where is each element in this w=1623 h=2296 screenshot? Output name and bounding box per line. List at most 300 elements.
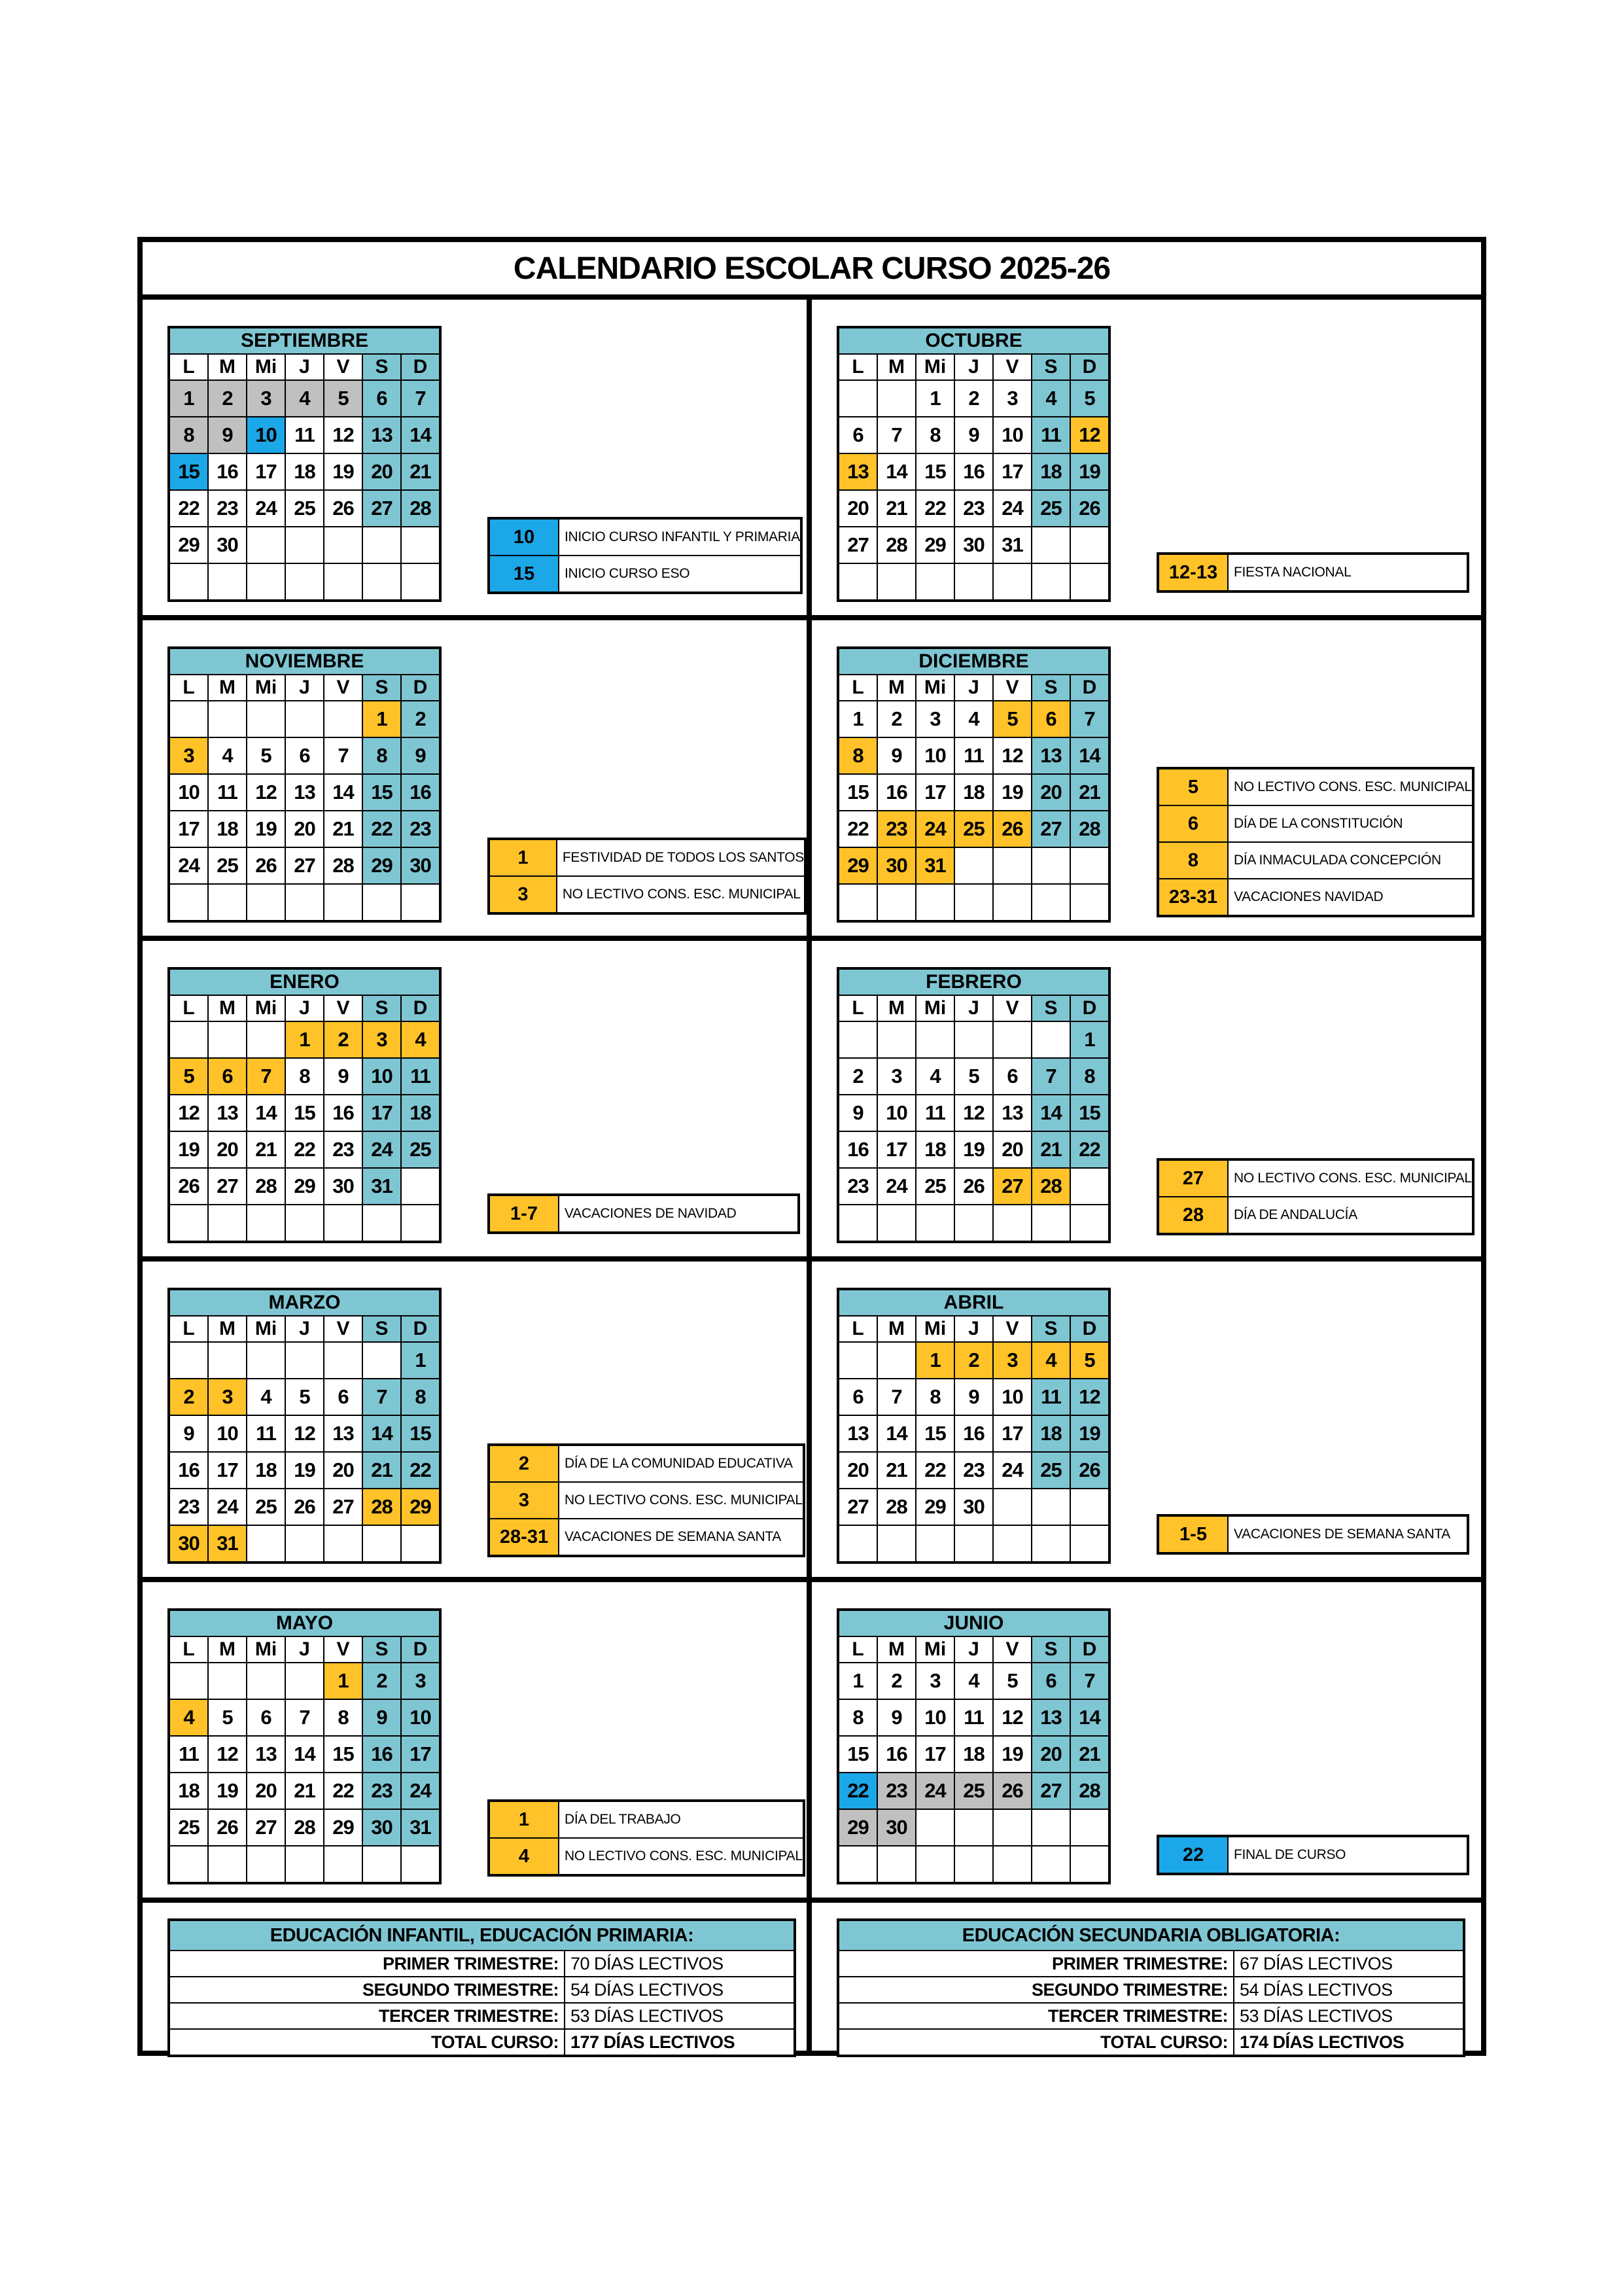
- day-cell: 25: [247, 1489, 285, 1525]
- summary-label-cell: TERCER TRIMESTRE:: [169, 2003, 565, 2029]
- day-cell: 7: [1070, 701, 1109, 737]
- day-cell: 13: [1032, 1699, 1070, 1736]
- day-cell: 10: [993, 1379, 1032, 1415]
- weekday-header-cell: M: [877, 675, 916, 701]
- day-cell: 24: [993, 490, 1032, 527]
- day-cell: 7: [247, 1058, 285, 1095]
- empty-day-cell: [954, 1021, 993, 1058]
- week-row: [838, 1736, 1109, 1773]
- day-cell: 24: [362, 1131, 401, 1168]
- legend-text-cell: FESTIVIDAD DE TODOS LOS SANTOS: [557, 839, 805, 876]
- weekday-header-cell: V: [993, 995, 1032, 1021]
- section-row4-left: [143, 1262, 807, 1582]
- week-row: [169, 527, 440, 563]
- day-cell: 7: [401, 380, 440, 417]
- empty-day-cell: [401, 1525, 440, 1563]
- weekday-header-cell: D: [1070, 995, 1109, 1021]
- day-cell: 11: [169, 1736, 208, 1773]
- week-row: [169, 1699, 440, 1736]
- day-cell: 21: [1032, 1131, 1070, 1168]
- legend-key-cell: 22: [1158, 1836, 1228, 1874]
- day-cell: 15: [838, 1736, 877, 1773]
- week-row: [169, 1525, 440, 1563]
- day-cell: 25: [285, 490, 324, 527]
- empty-day-cell: [401, 1168, 440, 1205]
- day-cell: 27: [838, 527, 877, 563]
- week-row: [838, 847, 1109, 884]
- day-cell: 3: [993, 1342, 1032, 1379]
- week-row: [838, 1131, 1109, 1168]
- empty-day-cell: [993, 1489, 1032, 1525]
- day-cell: 11: [208, 774, 247, 811]
- legend-key-cell: 2: [489, 1445, 559, 1482]
- legend-item: [1158, 1159, 1473, 1197]
- empty-day-cell: [169, 1342, 208, 1379]
- day-cell: 20: [838, 490, 877, 527]
- month-table-septiembre: [167, 326, 442, 602]
- week-row: [838, 527, 1109, 563]
- empty-day-cell: [285, 701, 324, 737]
- weekday-header-cell: Mi: [247, 675, 285, 701]
- day-cell: 17: [877, 1131, 916, 1168]
- day-cell: 26: [954, 1168, 993, 1205]
- day-cell: 25: [916, 1168, 954, 1205]
- day-cell: 11: [916, 1095, 954, 1131]
- month-title-row: [169, 1610, 440, 1636]
- empty-day-cell: [208, 1663, 247, 1699]
- summary-row: [169, 2003, 795, 2029]
- day-cell: 15: [916, 453, 954, 490]
- day-cell: 21: [362, 1452, 401, 1489]
- day-cell: 14: [877, 453, 916, 490]
- legend-item: [489, 839, 805, 876]
- legend-text-cell: NO LECTIVO CONS. ESC. MUNICIPAL: [559, 1838, 804, 1875]
- weekday-header-cell: L: [838, 1316, 877, 1342]
- day-cell: 5: [1070, 380, 1109, 417]
- weekday-header-cell: Mi: [247, 1636, 285, 1663]
- summary-row: [838, 1977, 1464, 2003]
- weekday-header-cell: Mi: [247, 995, 285, 1021]
- week-row: [169, 1379, 440, 1415]
- week-row: [838, 1489, 1109, 1525]
- month-title-row: [838, 968, 1109, 995]
- day-cell: 13: [324, 1415, 362, 1452]
- empty-day-cell: [838, 884, 877, 921]
- day-cell: 28: [362, 1489, 401, 1525]
- day-cell: 28: [1032, 1168, 1070, 1205]
- week-row: [169, 1168, 440, 1205]
- day-cell: 12: [993, 737, 1032, 774]
- day-cell: 19: [285, 1452, 324, 1489]
- day-cell: 17: [993, 1415, 1032, 1452]
- summary-label-cell: SEGUNDO TRIMESTRE:: [169, 1977, 565, 2003]
- day-cell: 30: [362, 1809, 401, 1846]
- legend-text-cell: VACACIONES DE SEMANA SANTA: [559, 1519, 804, 1556]
- legend-text-cell: INICIO CURSO INFANTIL Y PRIMARIA: [559, 518, 801, 556]
- summary-label-cell: TOTAL CURSO:: [169, 2029, 565, 2056]
- day-cell: 20: [208, 1131, 247, 1168]
- week-row: [838, 453, 1109, 490]
- weekday-header-cell: D: [1070, 675, 1109, 701]
- empty-day-cell: [285, 1663, 324, 1699]
- day-cell: 26: [285, 1489, 324, 1525]
- day-cell: 5: [993, 701, 1032, 737]
- empty-day-cell: [838, 563, 877, 601]
- day-cell: 6: [993, 1058, 1032, 1095]
- day-cell: 28: [877, 527, 916, 563]
- day-cell: 2: [324, 1021, 362, 1058]
- empty-day-cell: [247, 563, 285, 601]
- day-cell: 5: [169, 1058, 208, 1095]
- day-cell: 18: [916, 1131, 954, 1168]
- legend-key-cell: 28-31: [489, 1519, 559, 1556]
- day-cell: 6: [247, 1699, 285, 1736]
- empty-day-cell: [916, 1809, 954, 1846]
- empty-day-cell: [169, 1021, 208, 1058]
- day-cell: 3: [877, 1058, 916, 1095]
- day-cell: 23: [208, 490, 247, 527]
- week-row: [838, 1168, 1109, 1205]
- week-row: [838, 490, 1109, 527]
- day-cell: 8: [169, 417, 208, 453]
- month-title-row: [169, 968, 440, 995]
- empty-day-cell: [954, 1809, 993, 1846]
- day-cell: 22: [401, 1452, 440, 1489]
- legend-text-cell: VACACIONES DE SEMANA SANTA: [1228, 1515, 1468, 1553]
- weekday-header-cell: J: [954, 675, 993, 701]
- empty-day-cell: [324, 1205, 362, 1242]
- day-cell: 22: [169, 490, 208, 527]
- empty-day-cell: [838, 1021, 877, 1058]
- day-cell: 30: [954, 527, 993, 563]
- empty-day-cell: [954, 1846, 993, 1883]
- empty-day-cell: [916, 1205, 954, 1242]
- empty-day-cell: [838, 1525, 877, 1563]
- empty-day-cell: [324, 1525, 362, 1563]
- empty-day-cell: [208, 884, 247, 921]
- week-row: [169, 701, 440, 737]
- empty-day-cell: [401, 1846, 440, 1883]
- day-cell: 16: [877, 1736, 916, 1773]
- day-cell: 4: [916, 1058, 954, 1095]
- day-cell: 25: [401, 1131, 440, 1168]
- weekday-header-cell: S: [362, 1316, 401, 1342]
- weekday-header-cell: L: [169, 995, 208, 1021]
- day-cell: 20: [838, 1452, 877, 1489]
- week-row: [169, 417, 440, 453]
- day-cell: 22: [916, 490, 954, 527]
- empty-day-cell: [169, 1846, 208, 1883]
- day-cell: 25: [954, 811, 993, 847]
- week-row: [169, 1846, 440, 1883]
- empty-day-cell: [916, 563, 954, 601]
- day-cell: 13: [208, 1095, 247, 1131]
- weekday-header-cell: Mi: [916, 675, 954, 701]
- day-cell: 20: [324, 1452, 362, 1489]
- day-cell: 14: [324, 774, 362, 811]
- day-cell: 26: [1070, 490, 1109, 527]
- month-title-row: [169, 648, 440, 675]
- day-cell: 11: [954, 737, 993, 774]
- day-cell: 12: [169, 1095, 208, 1131]
- week-row: [169, 1663, 440, 1699]
- day-cell: 16: [954, 453, 993, 490]
- day-cell: 5: [324, 380, 362, 417]
- weekday-header-cell: V: [324, 1316, 362, 1342]
- day-cell: 18: [401, 1095, 440, 1131]
- week-row: [169, 1021, 440, 1058]
- empty-day-cell: [1032, 1021, 1070, 1058]
- legend-text-cell: VACACIONES NAVIDAD: [1228, 879, 1473, 916]
- legend-text-cell: NO LECTIVO CONS. ESC. MUNICIPAL: [557, 876, 805, 913]
- empty-day-cell: [169, 701, 208, 737]
- legend-text-cell: INICIO CURSO ESO: [559, 556, 801, 593]
- summary-label-cell: PRIMER TRIMESTRE:: [838, 1951, 1234, 1977]
- day-cell: 2: [877, 1663, 916, 1699]
- empty-day-cell: [838, 1342, 877, 1379]
- legend-table-febrero: [1157, 1158, 1475, 1235]
- day-cell: 1: [838, 1663, 877, 1699]
- day-cell: 10: [362, 1058, 401, 1095]
- weekday-header-cell: Mi: [916, 995, 954, 1021]
- legend-key-cell: 3: [489, 1482, 559, 1519]
- week-row: [838, 380, 1109, 417]
- week-row: [838, 811, 1109, 847]
- legend-text-cell: DÍA DEL TRABAJO: [559, 1801, 804, 1838]
- empty-day-cell: [324, 563, 362, 601]
- day-cell: 22: [916, 1452, 954, 1489]
- day-cell: 19: [1070, 1415, 1109, 1452]
- day-cell: 16: [324, 1095, 362, 1131]
- empty-day-cell: [247, 1021, 285, 1058]
- weekday-header-cell: V: [324, 354, 362, 380]
- weekday-header-row: [838, 354, 1109, 380]
- day-cell: 6: [838, 417, 877, 453]
- empty-day-cell: [362, 563, 401, 601]
- empty-day-cell: [169, 563, 208, 601]
- weekday-header-row: [169, 675, 440, 701]
- day-cell: 4: [247, 1379, 285, 1415]
- weekday-header-cell: Mi: [916, 354, 954, 380]
- empty-day-cell: [208, 1021, 247, 1058]
- empty-day-cell: [285, 884, 324, 921]
- weekday-header-cell: S: [1032, 675, 1070, 701]
- empty-day-cell: [208, 563, 247, 601]
- day-cell: 19: [208, 1773, 247, 1809]
- day-cell: 30: [877, 847, 916, 884]
- legend-key-cell: 1: [489, 839, 557, 876]
- day-cell: 27: [247, 1809, 285, 1846]
- weekday-header-cell: J: [954, 354, 993, 380]
- day-cell: 6: [208, 1058, 247, 1095]
- day-cell: 21: [1070, 1736, 1109, 1773]
- empty-day-cell: [1070, 1205, 1109, 1242]
- empty-day-cell: [401, 884, 440, 921]
- summary-table-right: [837, 1918, 1465, 2057]
- day-cell: 24: [877, 1168, 916, 1205]
- day-cell: 19: [169, 1131, 208, 1168]
- empty-day-cell: [285, 1342, 324, 1379]
- day-cell: 3: [362, 1021, 401, 1058]
- day-cell: 14: [362, 1415, 401, 1452]
- day-cell: 7: [877, 417, 916, 453]
- day-cell: 25: [169, 1809, 208, 1846]
- day-cell: 11: [285, 417, 324, 453]
- day-cell: 29: [362, 847, 401, 884]
- day-cell: 5: [954, 1058, 993, 1095]
- day-cell: 27: [838, 1489, 877, 1525]
- empty-day-cell: [362, 884, 401, 921]
- empty-day-cell: [877, 380, 916, 417]
- day-cell: 19: [993, 774, 1032, 811]
- day-cell: 27: [324, 1489, 362, 1525]
- week-row: [838, 1663, 1109, 1699]
- day-cell: 20: [993, 1131, 1032, 1168]
- weekday-header-cell: M: [208, 354, 247, 380]
- weekday-header-row: [169, 1316, 440, 1342]
- day-cell: 5: [285, 1379, 324, 1415]
- week-row: [838, 1809, 1109, 1846]
- day-cell: 2: [877, 701, 916, 737]
- weekday-header-cell: Mi: [247, 1316, 285, 1342]
- legend-key-cell: 1-7: [489, 1195, 559, 1233]
- day-cell: 21: [324, 811, 362, 847]
- empty-day-cell: [993, 1205, 1032, 1242]
- day-cell: 29: [169, 527, 208, 563]
- day-cell: 6: [324, 1379, 362, 1415]
- legend-table-septiembre: [487, 517, 803, 594]
- legend-text-cell: FIESTA NACIONAL: [1228, 554, 1468, 592]
- day-cell: 21: [401, 453, 440, 490]
- week-row: [838, 1021, 1109, 1058]
- empty-day-cell: [169, 1205, 208, 1242]
- empty-day-cell: [401, 527, 440, 563]
- week-row: [838, 1773, 1109, 1809]
- weekday-header-cell: D: [401, 354, 440, 380]
- day-cell: 19: [1070, 453, 1109, 490]
- weekday-header-cell: S: [362, 354, 401, 380]
- empty-day-cell: [1032, 1809, 1070, 1846]
- legend-key-cell: 4: [489, 1838, 559, 1875]
- month-title: ABRIL: [838, 1289, 1109, 1316]
- day-cell: 28: [1070, 1773, 1109, 1809]
- weekday-header-cell: L: [838, 354, 877, 380]
- month-table-junio: [837, 1608, 1111, 1884]
- legend-key-cell: 5: [1158, 768, 1228, 805]
- empty-day-cell: [1070, 1168, 1109, 1205]
- day-cell: 28: [247, 1168, 285, 1205]
- day-cell: 13: [247, 1736, 285, 1773]
- section-row3-left: [143, 941, 807, 1262]
- summary-value-cell: 53 DÍAS LECTIVOS: [565, 2003, 795, 2029]
- legend-table-noviembre: [487, 838, 807, 915]
- day-cell: 15: [401, 1415, 440, 1452]
- weekday-header-cell: Mi: [916, 1316, 954, 1342]
- day-cell: 2: [954, 1342, 993, 1379]
- day-cell: 18: [954, 1736, 993, 1773]
- day-cell: 12: [954, 1095, 993, 1131]
- day-cell: 19: [324, 453, 362, 490]
- week-row: [838, 1415, 1109, 1452]
- weekday-header-cell: S: [1032, 1316, 1070, 1342]
- month-title-row: [838, 1289, 1109, 1316]
- day-cell: 8: [838, 1699, 877, 1736]
- day-cell: 31: [362, 1168, 401, 1205]
- empty-day-cell: [362, 527, 401, 563]
- summary-row: [838, 2029, 1464, 2056]
- document-frame: [137, 237, 1486, 2056]
- day-cell: 24: [208, 1489, 247, 1525]
- legend-key-cell: 15: [489, 556, 559, 593]
- empty-day-cell: [1070, 1525, 1109, 1563]
- empty-day-cell: [954, 563, 993, 601]
- weekday-header-cell: M: [208, 1636, 247, 1663]
- section-row5-right: [812, 1582, 1481, 1903]
- day-cell: 23: [362, 1773, 401, 1809]
- legend-key-cell: 1-5: [1158, 1515, 1228, 1553]
- day-cell: 2: [838, 1058, 877, 1095]
- day-cell: 22: [362, 811, 401, 847]
- summary-label-cell: TOTAL CURSO:: [838, 2029, 1234, 2056]
- day-cell: 5: [993, 1663, 1032, 1699]
- weekday-header-cell: L: [169, 1316, 208, 1342]
- day-cell: 22: [285, 1131, 324, 1168]
- week-row: [838, 563, 1109, 601]
- day-cell: 17: [362, 1095, 401, 1131]
- empty-day-cell: [1070, 1489, 1109, 1525]
- day-cell: 11: [247, 1415, 285, 1452]
- day-cell: 26: [993, 1773, 1032, 1809]
- legend-key-cell: 23-31: [1158, 879, 1228, 916]
- day-cell: 11: [1032, 417, 1070, 453]
- weekday-header-row: [838, 1636, 1109, 1663]
- empty-day-cell: [877, 1021, 916, 1058]
- weekday-header-cell: D: [401, 995, 440, 1021]
- empty-day-cell: [1070, 563, 1109, 601]
- day-cell: 26: [208, 1809, 247, 1846]
- day-cell: 30: [877, 1809, 916, 1846]
- day-cell: 14: [1032, 1095, 1070, 1131]
- day-cell: 20: [285, 811, 324, 847]
- weekday-header-cell: V: [993, 675, 1032, 701]
- week-row: [169, 1058, 440, 1095]
- day-cell: 10: [877, 1095, 916, 1131]
- week-row: [169, 1452, 440, 1489]
- weekday-header-cell: V: [324, 1636, 362, 1663]
- month-title: DICIEMBRE: [838, 648, 1109, 675]
- day-cell: 8: [401, 1379, 440, 1415]
- legend-item: [489, 876, 805, 913]
- right-column: [812, 300, 1481, 2051]
- month-table-noviembre: [167, 646, 442, 923]
- empty-day-cell: [285, 527, 324, 563]
- day-cell: 8: [1070, 1058, 1109, 1095]
- legend-text-cell: NO LECTIVO CONS. ESC. MUNICIPAL: [559, 1482, 804, 1519]
- weekday-header-cell: M: [877, 1636, 916, 1663]
- weekday-header-cell: M: [208, 675, 247, 701]
- day-cell: 9: [838, 1095, 877, 1131]
- day-cell: 17: [916, 1736, 954, 1773]
- summary-header-row: [838, 1920, 1464, 1951]
- empty-day-cell: [401, 1205, 440, 1242]
- day-cell: 4: [954, 701, 993, 737]
- day-cell: 3: [993, 380, 1032, 417]
- day-cell: 2: [954, 380, 993, 417]
- day-cell: 3: [169, 737, 208, 774]
- empty-day-cell: [1032, 563, 1070, 601]
- week-row: [838, 417, 1109, 453]
- legend-item: [489, 1445, 804, 1482]
